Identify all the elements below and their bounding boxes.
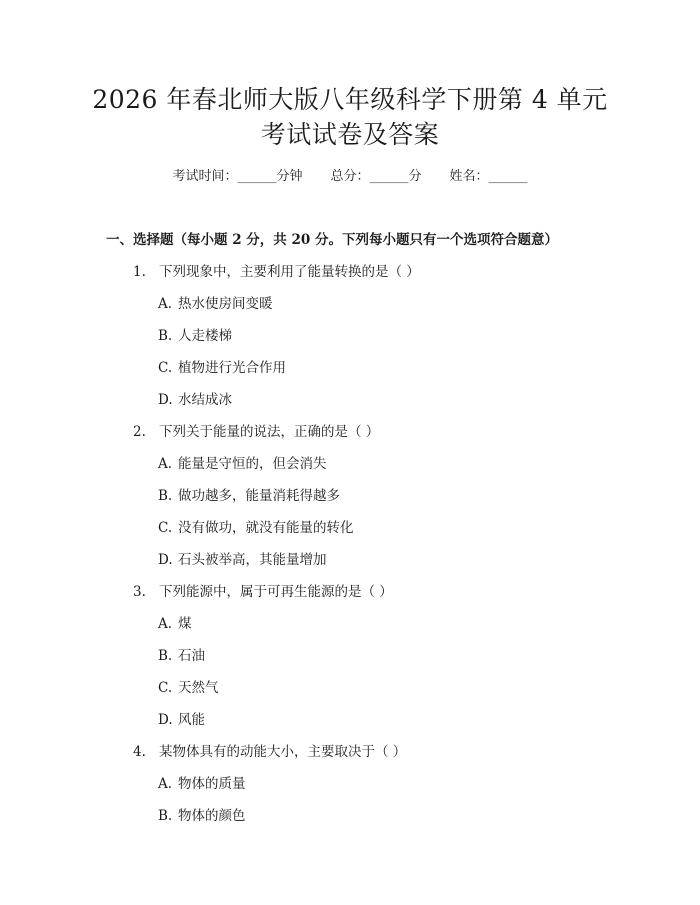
option-text: 物体的质量 [178,776,246,792]
option-letter: B. [158,488,173,504]
section-heading-choice: 一、选择题（每小题 2 分，共 20 分。下列每小题只有一个选项符合题意） [106,232,558,248]
option-letter: B. [158,648,173,664]
question-text: 下列关于能量的说法，正确的是（ ） [159,424,380,440]
question-4-option-a [158,774,246,794]
option-text: 风能 [178,712,205,728]
option-letter: C. [158,360,173,376]
question-4 [133,742,406,762]
exam-time-label: 考试时间：______分钟 [172,169,303,184]
question-3-option-d [158,710,205,730]
option-letter: A. [158,456,173,472]
student-name-label: 姓名：______ [449,169,528,184]
question-number: 2. [133,424,146,440]
option-text: 石油 [178,648,205,664]
option-text: 没有做功，就没有能量的转化 [178,520,354,536]
option-letter: A. [158,296,173,312]
option-text: 煤 [178,616,192,632]
question-number: 1. [133,264,146,280]
option-letter: A. [158,776,173,792]
document-title-line1: 2026 年春北师大版八年级科学下册第 4 单元 [92,85,608,114]
question-number: 4. [133,744,146,760]
question-2-option-b [158,486,340,506]
question-4-option-b [158,806,246,826]
total-score-label: 总分：______分 [330,169,422,184]
question-2-option-c [158,518,354,538]
question-text: 下列现象中，主要利用了能量转换的是（ ） [159,264,420,280]
option-text: 物体的颜色 [178,808,246,824]
option-letter: B. [158,328,173,344]
question-3 [133,582,393,602]
question-1-option-d [158,390,232,410]
option-text: 做功越多，能量消耗得越多 [178,488,340,504]
option-text: 植物进行光合作用 [178,360,286,376]
option-text: 水结成冰 [178,392,232,408]
option-letter: A. [158,616,173,632]
exam-info-line [0,167,700,187]
document-title-line2: 考试试卷及答案 [260,120,440,149]
question-1-option-c [158,358,286,378]
option-letter: D. [158,392,173,408]
question-1-option-a [158,294,273,314]
option-letter: C. [158,520,173,536]
question-1-option-b [158,326,232,346]
question-2-option-d [158,550,327,570]
question-number: 3. [133,584,146,600]
question-1 [133,262,420,282]
question-2-option-a [158,454,327,474]
option-letter: D. [158,712,173,728]
question-text: 某物体具有的动能大小，主要取决于（ ） [159,744,407,760]
option-text: 热水使房间变暖 [178,296,273,312]
question-text: 下列能源中，属于可再生能源的是（ ） [159,584,393,600]
option-text: 天然气 [178,680,219,696]
option-text: 能量是守恒的，但会消失 [178,456,327,472]
option-text: 人走楼梯 [178,328,232,344]
question-3-option-c [158,678,219,698]
option-letter: D. [158,552,173,568]
option-text: 石头被举高，其能量增加 [178,552,327,568]
option-letter: C. [158,680,173,696]
question-2 [133,422,379,442]
question-3-option-b [158,646,205,666]
question-3-option-a [158,614,192,634]
option-letter: B. [158,808,173,824]
